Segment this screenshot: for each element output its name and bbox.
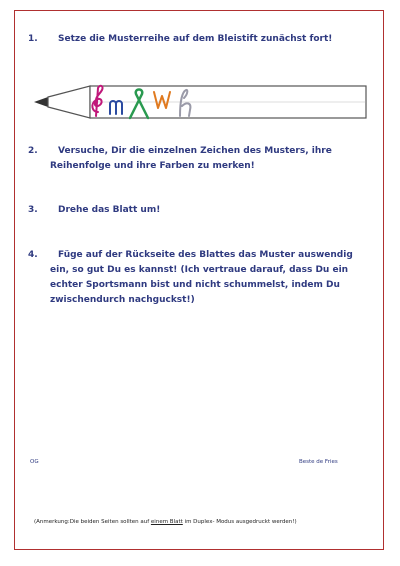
footer-right: Beste de Fries xyxy=(299,459,338,465)
note-suffix: im Duplex- Modus ausgedruckt werden!) xyxy=(182,519,297,525)
instruction-text-line-1: Versuche, Dir die einzelnen Zeichen des Musters, ihre xyxy=(58,146,332,156)
instruction-text: Setze die Musterreihe auf dem Bleistift zunächst fort! xyxy=(58,34,333,44)
note-prefix: (Anmerkung:Die beiden Seiten sollten auf xyxy=(34,519,151,525)
pencil-drawing xyxy=(30,82,372,122)
instruction-text-line-4: zwischendurch nachguckst!) xyxy=(50,295,195,305)
instruction-text-line-3: echter Sportsmann bist und nicht schummelst, indem Du xyxy=(50,280,340,290)
footer-left: OG xyxy=(30,459,39,465)
instruction-number: 2. xyxy=(28,146,38,156)
instruction-text-line-1: Füge auf der Rückseite des Blattes das Muster auswendig xyxy=(58,250,353,260)
print-note xyxy=(34,519,297,525)
instruction-number: 3. xyxy=(28,205,38,215)
pencil-tip-icon xyxy=(34,97,48,107)
instruction-text: Drehe das Blatt um! xyxy=(58,205,161,215)
note-underlined: einem Blatt xyxy=(150,519,183,525)
instruction-text-line-2: Reihenfolge und ihre Farben zu merken! xyxy=(50,161,255,171)
instruction-number: 1. xyxy=(28,34,38,44)
instruction-text-line-2: ein, so gut Du es kannst! (Ich vertraue darauf, dass Du ein xyxy=(50,265,349,275)
instruction-number: 4. xyxy=(28,250,38,260)
